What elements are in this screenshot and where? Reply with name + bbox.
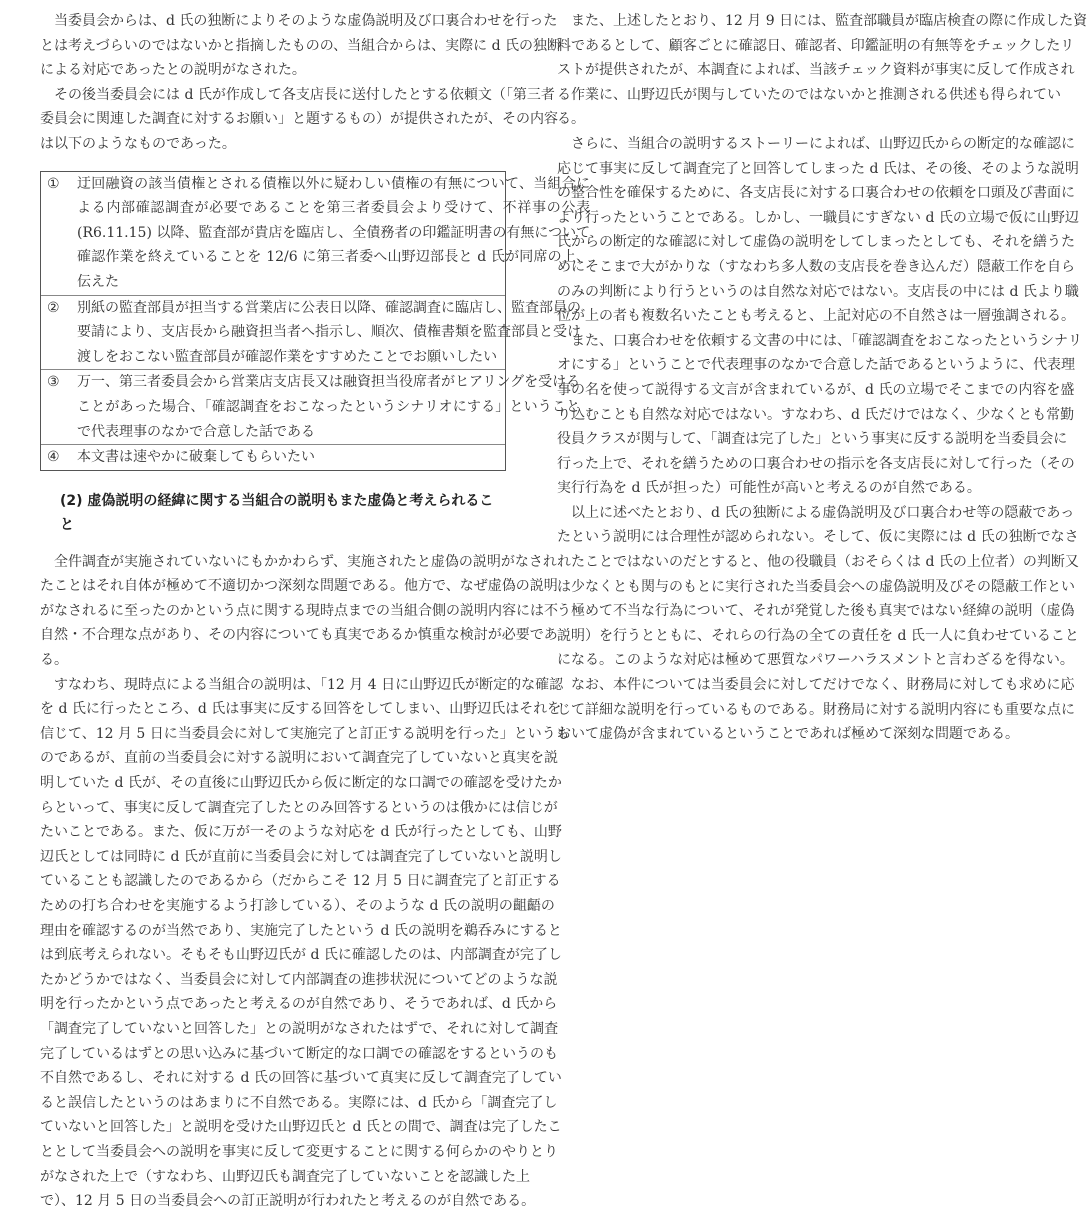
paragraph bbox=[557, 501, 1079, 673]
text-line: う極めて不当な行為について、それが発覚した後も真実ではない経緯の説明（虚偽 bbox=[557, 603, 1075, 620]
text-line: がなされた上で（すなわち、山野辺氏も調査完了していないことを認識した上 bbox=[40, 1168, 530, 1185]
list-item bbox=[41, 444, 505, 470]
text-line: 実行行為を d 氏が担った）可能性が高いと考えるのが自然である。 bbox=[557, 480, 981, 497]
text-line: 万一、第三者委員会から営業店支店長又は融資担当役席者がヒアリングを受ける bbox=[77, 374, 581, 391]
item-number: ① bbox=[47, 175, 60, 192]
item-text bbox=[77, 296, 589, 370]
request-letter-box bbox=[40, 171, 591, 471]
text-line: ための打ち合わせを実施するよう打診している）、そのような d 氏の説明の齟齬の bbox=[40, 898, 555, 914]
text-line: 委員会に関連した調査に対するお願い」と題するもの）が提供されたが、その内容 bbox=[40, 111, 558, 128]
text-line: 不自然であるし、それに対する d 氏の回答に基づいて真実に反して調査完了してい bbox=[40, 1070, 562, 1087]
paragraph bbox=[557, 329, 1082, 501]
text-line: ていることも認識したのであるから（だからこそ 12 月 5 日に調査完了と訂正する bbox=[40, 873, 561, 890]
text-line: のみの判断により行うというのは自然な対応ではない。支店長の中には d 氏より職 bbox=[557, 283, 1079, 300]
text-line: 渡しをおこない監査部員が確認作業をすすめたことでお願いしたい bbox=[77, 348, 498, 365]
text-line: すなわち、現時点による当組合の説明は、「12 月 4 日に山野辺氏が断定的な確認 bbox=[54, 676, 564, 693]
text-line: たという説明には合理性が認められない。そして、仮に実際には d 氏の独断でなさ bbox=[557, 529, 1079, 546]
item-number: ④ bbox=[47, 449, 60, 466]
item-text bbox=[77, 172, 598, 295]
text-line: めにそこまで大がかりな（すなわち多人数の支店長を巻き込んだ）隠蔽工作を自ら bbox=[557, 258, 1075, 275]
text-line: たことはそれ自体が極めて不適切かつ深刻な問題である。他方で、なぜ虚偽の説明 bbox=[40, 578, 558, 595]
text-line: は到底考えられない。そもそも山野辺氏が d 氏に確認したのは、内部調査が完了し bbox=[40, 947, 562, 964]
list-item bbox=[41, 172, 591, 295]
text-line: らといって、事実に反して調査完了したとのみ回答するというのは俄かには信じが bbox=[40, 799, 558, 816]
paragraph bbox=[40, 550, 558, 673]
text-line: 氏からの断定的な確認に対して虚偽の説明をしてしまったとしても、それを繕うた bbox=[557, 234, 1075, 251]
intro-paragraphs bbox=[40, 9, 562, 157]
text-line: 事の名を使って説得する文言が含まれているが、d 氏の立場でそこまでの内容を盛 bbox=[557, 381, 1075, 398]
text-line: のであるが、直前の当委員会に対する説明において調査完了していないと真実を説 bbox=[40, 750, 558, 767]
text-line: さらに、当組合の説明するストーリーによれば、山野辺氏からの断定的な確認に bbox=[571, 135, 1075, 152]
text-line: 明を行ったかという点であったと考えるのが自然であり、そうであれば、d 氏から bbox=[40, 996, 558, 1013]
text-line: また、口裏合わせを依頼する文書の中には、「確認調査をおこなったというシナリ bbox=[571, 332, 1082, 349]
text-line: (R6.11.15) 以降、監査部が貴店を臨店し、全債務者の印鑑証明書の有無について bbox=[77, 224, 591, 241]
text-line: で）、12 月 5 日の当委員会への訂正説明が行われたと考えるのが自然である。 bbox=[40, 1193, 536, 1210]
text-line: たいことである。また、仮に万が一そのような対応を d 氏が行ったとしても、山野 bbox=[40, 824, 562, 841]
text-line: れたことではないのだとすると、他の役職員（おそらくは d 氏の上位者）の判断又 bbox=[557, 554, 1079, 571]
item-number: ③ bbox=[47, 374, 60, 391]
text-line: で代表理事のなかで合意した話である bbox=[77, 423, 315, 440]
text-line: その後当委員会には d 氏が作成して各支店長に送付したとする依頼文（「第三者 bbox=[54, 86, 555, 103]
paragraph bbox=[40, 673, 570, 1214]
text-line: 全件調査が実施されていないにもかかわらず、実施されたと虚偽の説明がなされ bbox=[54, 553, 557, 570]
text-line: 料であるとして、顧客ごとに確認日、確認者、印鑑証明の有無等をチェックしたリ bbox=[557, 37, 1075, 54]
text-line: おいて虚偽が含まれているということであれば極めて深刻な問題である。 bbox=[557, 726, 1019, 743]
text-line: よる内部確認調査が必要であることを第三者委員会より受けて、不祥事の公表 bbox=[77, 200, 591, 217]
text-line: ことがあった場合、「確認調査をおこなったというシナリオにする」ということ bbox=[77, 398, 581, 415]
text-line: じて詳細な説明を行っているものである。財務局に対する説明内容にも重要な点に bbox=[557, 701, 1075, 718]
text-line: 自然・不合理な点があり、その内容についても真実であるか慎重な検討が必要であ bbox=[40, 627, 558, 644]
paragraph bbox=[557, 9, 1087, 132]
text-line: 別紙の監査部員が担当する営業店に公表日以降、確認調査に臨店し、監査部員の bbox=[77, 299, 581, 316]
paragraph bbox=[40, 83, 558, 157]
text-line: 迂回融資の該当債権とされる債権以外に疑わしい債権の有無について、当組合に bbox=[77, 175, 591, 192]
text-line: の整合性を確保するために、各支店長に対する口裏合わせの依頼を口頭及び書面に bbox=[557, 185, 1075, 202]
text-line: 位が上の者も複数名いたことも考えると、上記対応の不自然さは一層強調される。 bbox=[557, 308, 1075, 325]
item-text bbox=[77, 445, 505, 470]
item-number: ② bbox=[47, 299, 60, 316]
text-line: 要請により、支店長から融資担当者へ指示し、順次、債権書類を監査部員と受け bbox=[77, 324, 581, 341]
text-line: 役員クラスが関与して、「調査は完了した」という事実に反する説明を当委員会に bbox=[557, 431, 1068, 448]
text-line: る。 bbox=[557, 111, 585, 128]
text-line: る作業に、山野辺氏が関与していたのではないかと推測される供述も得られてい bbox=[557, 86, 1061, 103]
right-column bbox=[557, 9, 1087, 747]
text-line: による対応であったとの説明がなされた。 bbox=[40, 62, 306, 79]
text-line: 以上に述べたとおり、d 氏の独断による虚偽説明及び口裏合わせ等の隠蔽であっ bbox=[571, 504, 1075, 521]
text-line: 説明）を行うとともに、それらの行為の全ての責任を d 氏一人に負わせていること bbox=[557, 627, 1079, 644]
text-line: なお、本件については当委員会に対してだけでなく、財務局に対しても求めに応 bbox=[571, 677, 1075, 694]
text-line: ととして当委員会への説明を事実に反して変更することに関する何らかのやりとり bbox=[40, 1143, 558, 1160]
text-line: 信じて、12 月 5 日に当委員会に対して実施完了と訂正する説明を行った」というも bbox=[40, 725, 570, 742]
text-line: り込むことも自然な対応ではない。すなわち、d 氏だけではなく、少なくとも常勤 bbox=[557, 406, 1075, 423]
paragraph bbox=[557, 673, 1075, 747]
text-line: ストが提供されたが、本調査によれば、当該チェック資料が事実に反して作成され bbox=[557, 62, 1075, 79]
text-line: 明していた d 氏が、その直後に山野辺氏から仮に断定的な口調での確認を受けたか bbox=[40, 775, 562, 792]
text-line: オにする」ということで代表理事のなかで合意した話であるというように、代表理 bbox=[557, 357, 1075, 374]
text-line: 完了しているはずとの思い込みに基づいて断定的な口調での確認をするというのも bbox=[40, 1045, 558, 1062]
text-line: 行った上で、それを繕うための口裏合わせの指示を各支店長に対して行った（その bbox=[557, 455, 1075, 472]
text-line: 辺氏としては同時に d 氏が直前に当委員会に対しては調査完了していないと説明し bbox=[40, 848, 562, 865]
right-paragraphs bbox=[557, 9, 1087, 747]
text-line: ると誤信したというのはあまりに不自然である。実際には、d 氏から「調査完了し bbox=[40, 1094, 558, 1111]
list-item bbox=[41, 369, 581, 444]
text-line: 応じて事実に反して調査完了と回答してしまった d 氏は、その後、そのような説明 bbox=[557, 160, 1079, 177]
paragraph bbox=[557, 132, 1079, 329]
text-line: また、上述したとおり、12 月 9 日には、監査部職員が臨店検査の際に作成した資 bbox=[571, 13, 1087, 29]
text-line: 伝えた bbox=[77, 273, 119, 290]
body-paragraphs bbox=[40, 550, 570, 1214]
text-line: 「調査完了していないと回答した」との説明がなされたはずで、それに対して調査 bbox=[40, 1020, 559, 1037]
text-line: を d 氏に行ったところ、d 氏は事実に反する回答をしてしまい、山野辺氏はそれを bbox=[40, 701, 562, 718]
text-line: は少なくとも関与のもとに実行された当委員会への虚偽説明及びその隠蔽工作とい bbox=[557, 578, 1075, 595]
text-line: 当委員会からは、d 氏の独断によりそのような虚偽説明及び口裏合わせを行った bbox=[54, 13, 558, 29]
text-line: は以下のようなものであった。 bbox=[40, 135, 236, 152]
text-line: より行ったということである。しかし、一職員にすぎない d 氏の立場で仮に山野辺 bbox=[557, 209, 1079, 226]
text-line: る。 bbox=[40, 652, 68, 669]
text-line: になる。このような対応は極めて悪質なパワーハラスメントと言わざるを得ない。 bbox=[557, 652, 1074, 669]
text-line: とは考えづらいのではないかと指摘したものの、当組合からは、実際に d 氏の独断 bbox=[40, 37, 562, 54]
item-text bbox=[77, 370, 588, 444]
section-heading: (2) 虚偽説明の経緯に関する当組合の説明もまた虚偽と考えられること bbox=[60, 492, 494, 533]
text-line: たかどうかではなく、当委員会に対して内部調査の進捗状況についてどのような説 bbox=[40, 971, 558, 988]
list-item bbox=[41, 295, 581, 370]
text-line: がなされるに至ったのかという点に関する現時点までの当組合側の説明内容には不 bbox=[40, 602, 558, 619]
text-line: 理由を確認するのが当然であり、実施完了したという d 氏の説明を鵜呑みにすると bbox=[40, 922, 562, 939]
text-line: 確認作業を終えていることを 12/6 に第三者委へ山野辺部長と d 氏が同席の上、 bbox=[77, 249, 591, 266]
paragraph bbox=[40, 9, 562, 83]
left-column bbox=[40, 9, 591, 1214]
text-line: ていないと回答した」と説明を受けた山野辺氏と d 氏との間で、調査は完了したこ bbox=[40, 1119, 562, 1136]
text-line: 本文書は速やかに破棄してもらいたい bbox=[77, 449, 315, 466]
